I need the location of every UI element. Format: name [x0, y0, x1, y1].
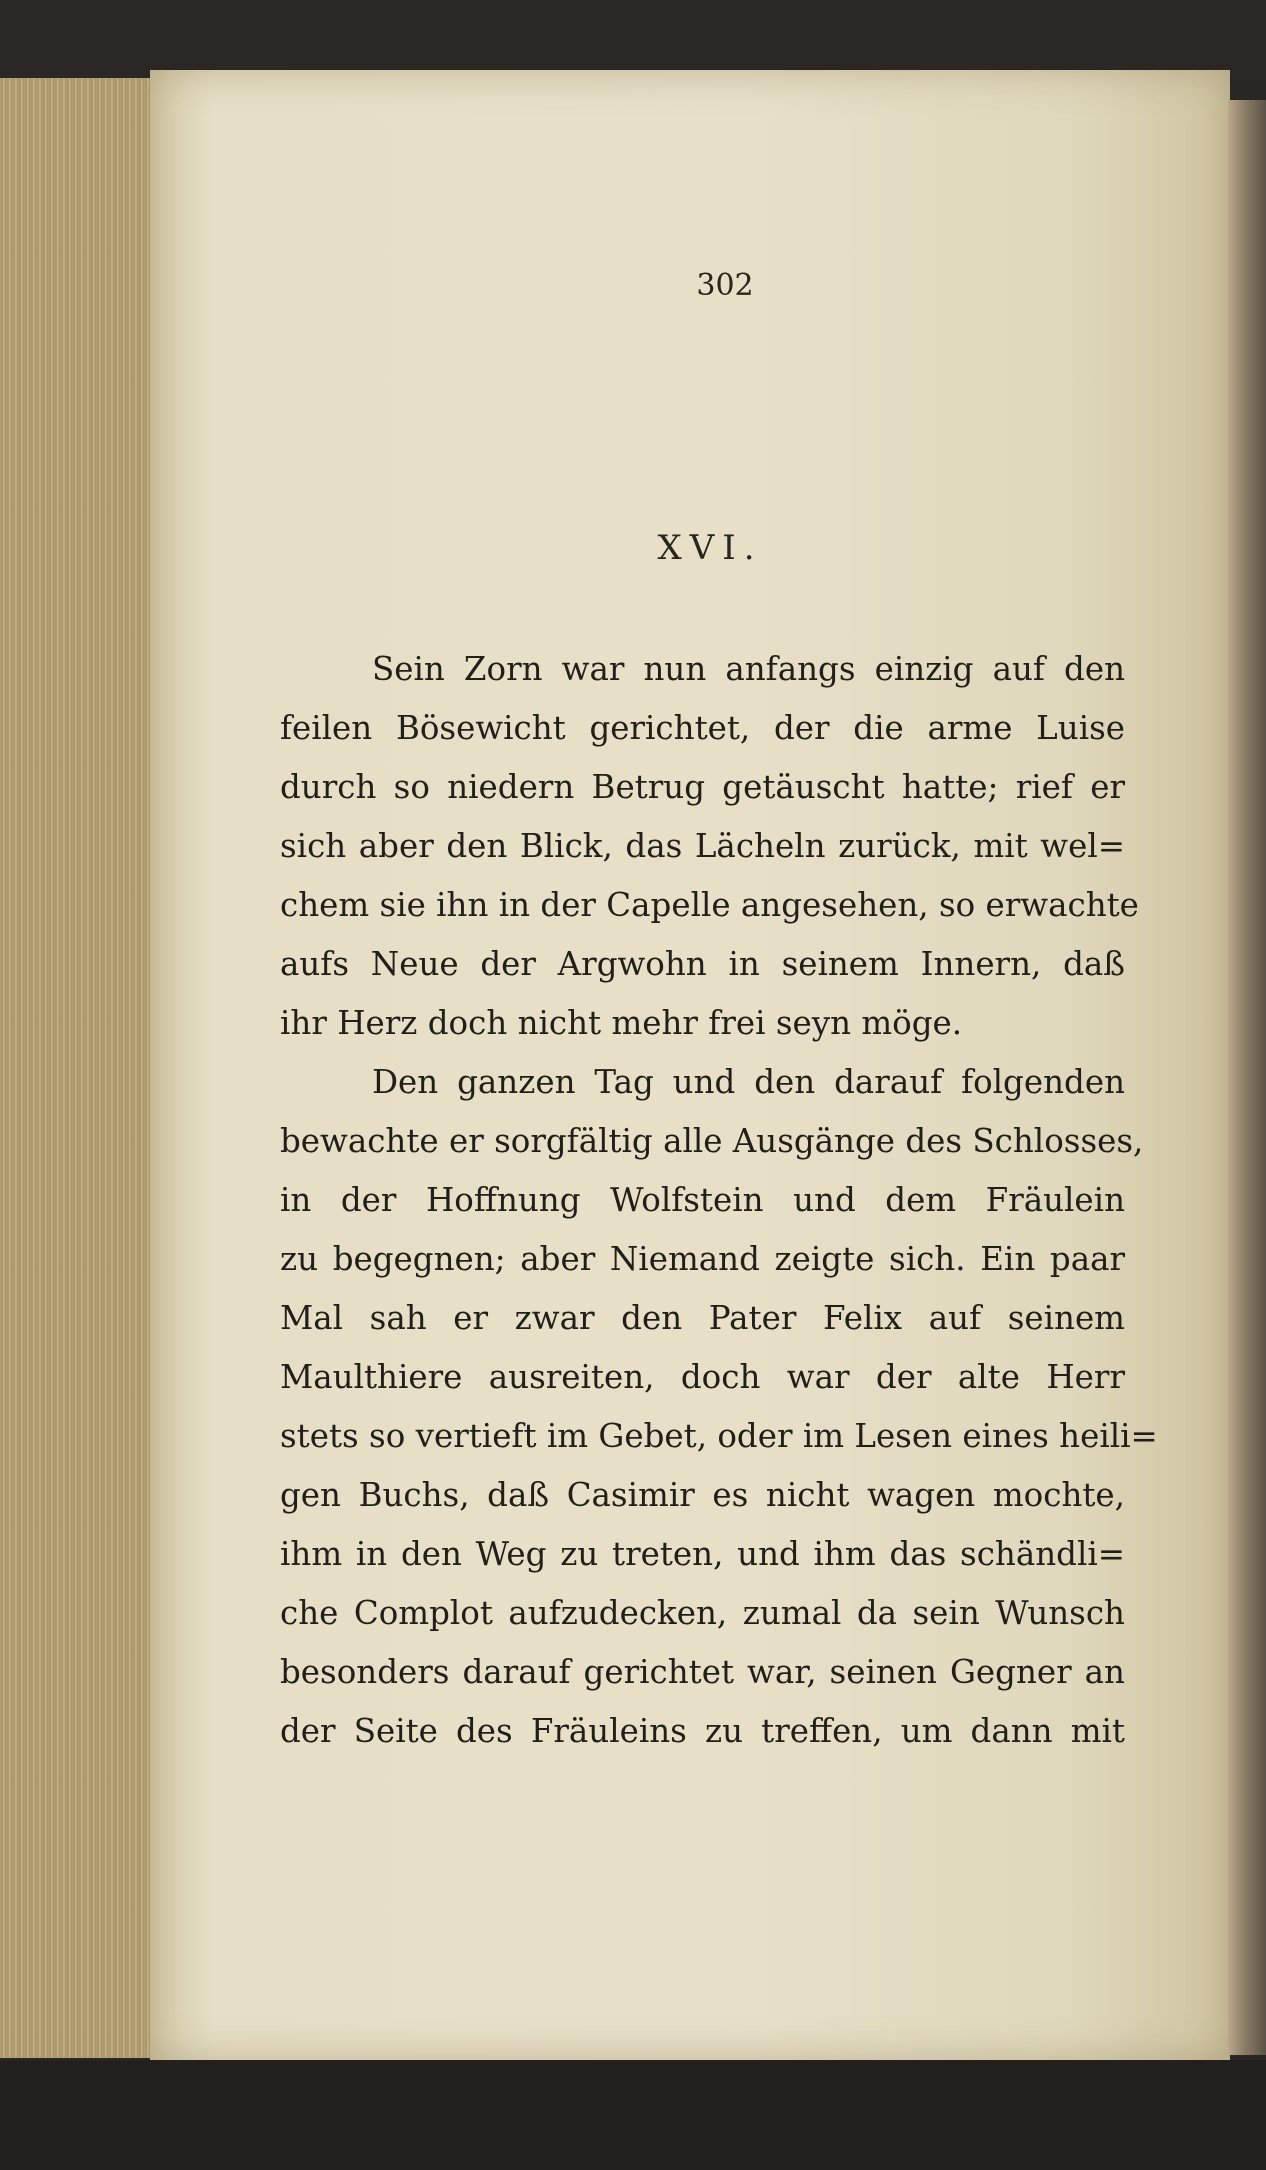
text-line: che Complot aufzudecken, zumal da sein Wunsch — [280, 1594, 1125, 1632]
text-line: feilen Bösewicht gerichtet, der die arme Luise — [280, 709, 1125, 747]
text-line: Den ganzen Tag und den darauf folgenden — [372, 1063, 1125, 1101]
page-edges — [0, 78, 158, 2058]
text-line: der Seite des Fräuleins zu treffen, um dann mit — [280, 1712, 1125, 1750]
body-text — [280, 640, 1158, 1761]
scan-background-bottom — [0, 2060, 1266, 2170]
text-line: chem sie ihn in der Capelle angesehen, so erwachte — [280, 886, 1139, 924]
scan-background-top — [0, 0, 1266, 75]
text-line: besonders darauf gerichtet war, seinen Gegner an — [280, 1653, 1125, 1691]
text-line: aufs Neue der Argwohn in seinem Innern, daß — [280, 945, 1125, 983]
text-line: ihm in den Weg zu treten, und ihm das schändli= — [280, 1535, 1125, 1573]
paragraph — [280, 640, 1139, 1053]
text-line: Maulthiere ausreiten, doch war der alte Herr — [280, 1358, 1125, 1396]
text-line: in der Hoffnung Wolfstein und dem Fräulein — [280, 1181, 1125, 1219]
page-number: 302 — [696, 268, 754, 303]
text-line: stets so vertieft im Gebet, oder im Lesen eines heili= — [280, 1417, 1158, 1455]
text-line: Mal sah er zwar den Pater Felix auf seinem — [280, 1299, 1125, 1337]
text-line: Sein Zorn war nun anfangs einzig auf den — [372, 650, 1125, 688]
text-line: gen Buchs, daß Casimir es nicht wagen mochte, — [280, 1476, 1125, 1514]
text-line: zu begegnen; aber Niemand zeigte sich. Ein paar — [280, 1240, 1125, 1278]
chapter-heading: XVI. — [657, 528, 763, 568]
paragraph — [280, 1053, 1158, 1761]
text-line: durch so niedern Betrug getäuscht hatte; rief er — [280, 768, 1125, 806]
text-line: ihr Herz doch nicht mehr frei seyn möge. — [280, 1004, 963, 1042]
text-line: sich aber den Blick, das Lächeln zurück, mit wel= — [280, 827, 1125, 865]
text-line: bewachte er sorgfältig alle Ausgänge des Schlosses, — [280, 1122, 1144, 1160]
page-gutter-shadow — [1228, 100, 1266, 2055]
